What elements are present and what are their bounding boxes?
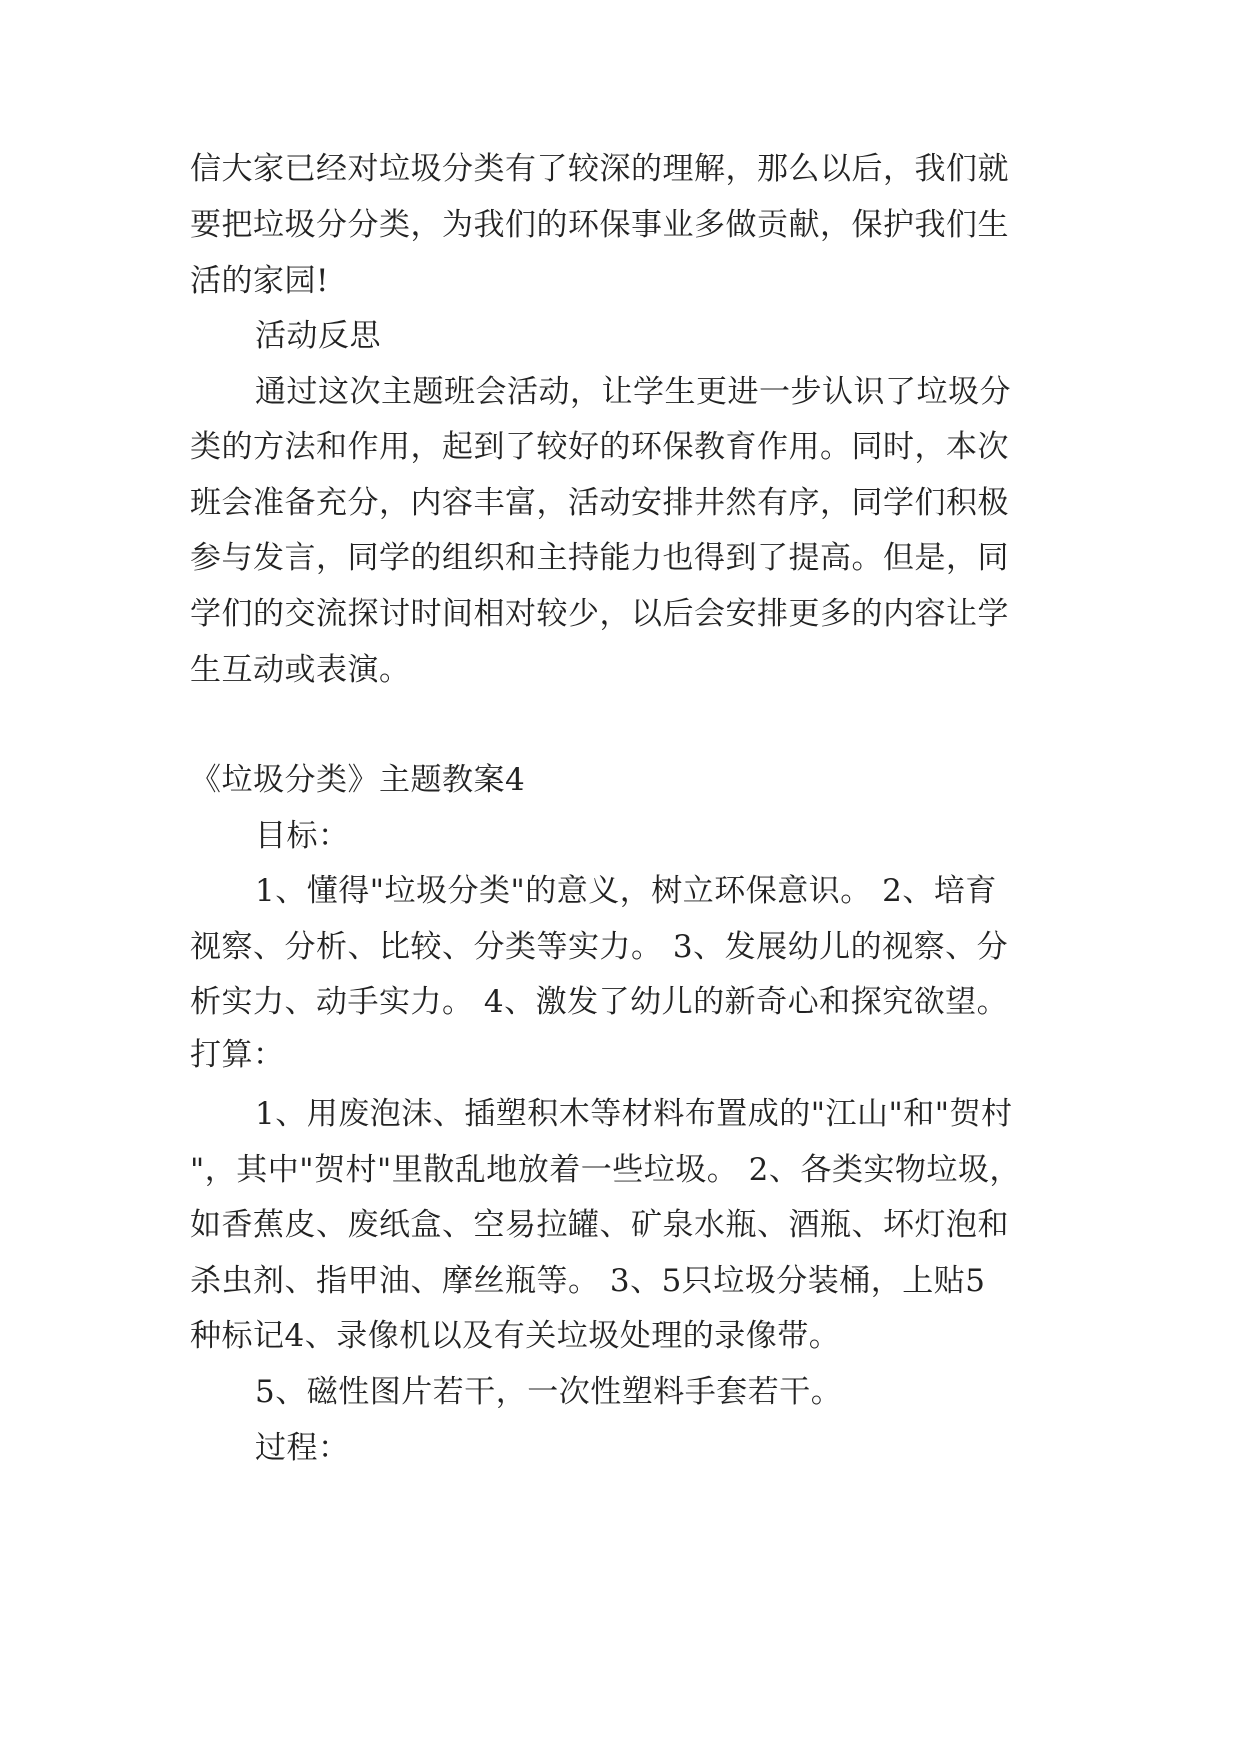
paragraph-line: 种标记4、录像机以及有关垃圾处理的录像带。 [190, 1318, 841, 1354]
paragraph-line: 如香蕉皮、废纸盒、空易拉罐、矿泉水瓶、酒瓶、坏灯泡和 [190, 1207, 1009, 1243]
paragraph-line: 通过这次主题班会活动，让学生更进一步认识了垃圾分 [255, 374, 1011, 410]
paragraph-line: 信大家已经对垃圾分类有了较深的理解，那么以后，我们就 [190, 151, 1009, 187]
paragraph-line: 学们的交流探讨时间相对较少，以后会安排更多的内容让学 [190, 596, 1009, 632]
reflection-heading: 活动反思 [255, 318, 381, 354]
paragraph-line: "，其中"贺村"里散乱地放着一些垃圾。 2、各类实物垃圾， [190, 1152, 1021, 1188]
process-heading: 过程： [255, 1430, 350, 1466]
paragraph-line: 活的家园! [190, 263, 329, 299]
paragraph-line: 5、磁性图片若干，一次性塑料手套若干。 [255, 1374, 843, 1410]
section-title: 《垃圾分类》主题教案4 [190, 762, 526, 798]
prep-heading: 打算： [190, 1037, 285, 1073]
paragraph-line: 1、懂得"垃圾分类"的意义，树立环保意识。 2、培育 [255, 873, 997, 909]
paragraph-line: 班会准备充分，内容丰富，活动安排井然有序，同学们积极 [190, 485, 1009, 521]
goals-heading: 目标： [255, 818, 350, 854]
paragraph-line: 参与发言，同学的组织和主持能力也得到了提高。但是，同 [190, 540, 1009, 576]
paragraph-line: 要把垃圾分分类，为我们的环保事业多做贡献，保护我们生 [190, 207, 1009, 243]
paragraph-line: 类的方法和作用，起到了较好的环保教育作用。同时，本次 [190, 429, 1009, 465]
paragraph-line: 1、用废泡沫、插塑积木等材料布置成的"江山"和"贺村 [255, 1096, 1013, 1132]
paragraph-line: 析实力、动手实力。 4、激发了幼儿的新奇心和探究欲望。 [190, 984, 1009, 1020]
paragraph-line: 视察、分析、比较、分类等实力。 3、发展幼儿的视察、分 [190, 929, 1009, 965]
paragraph-line: 杀虫剂、指甲油、摩丝瓶等。 3、5只垃圾分装桶，上贴5 [190, 1263, 986, 1299]
paragraph-line: 生互动或表演。 [190, 652, 411, 688]
